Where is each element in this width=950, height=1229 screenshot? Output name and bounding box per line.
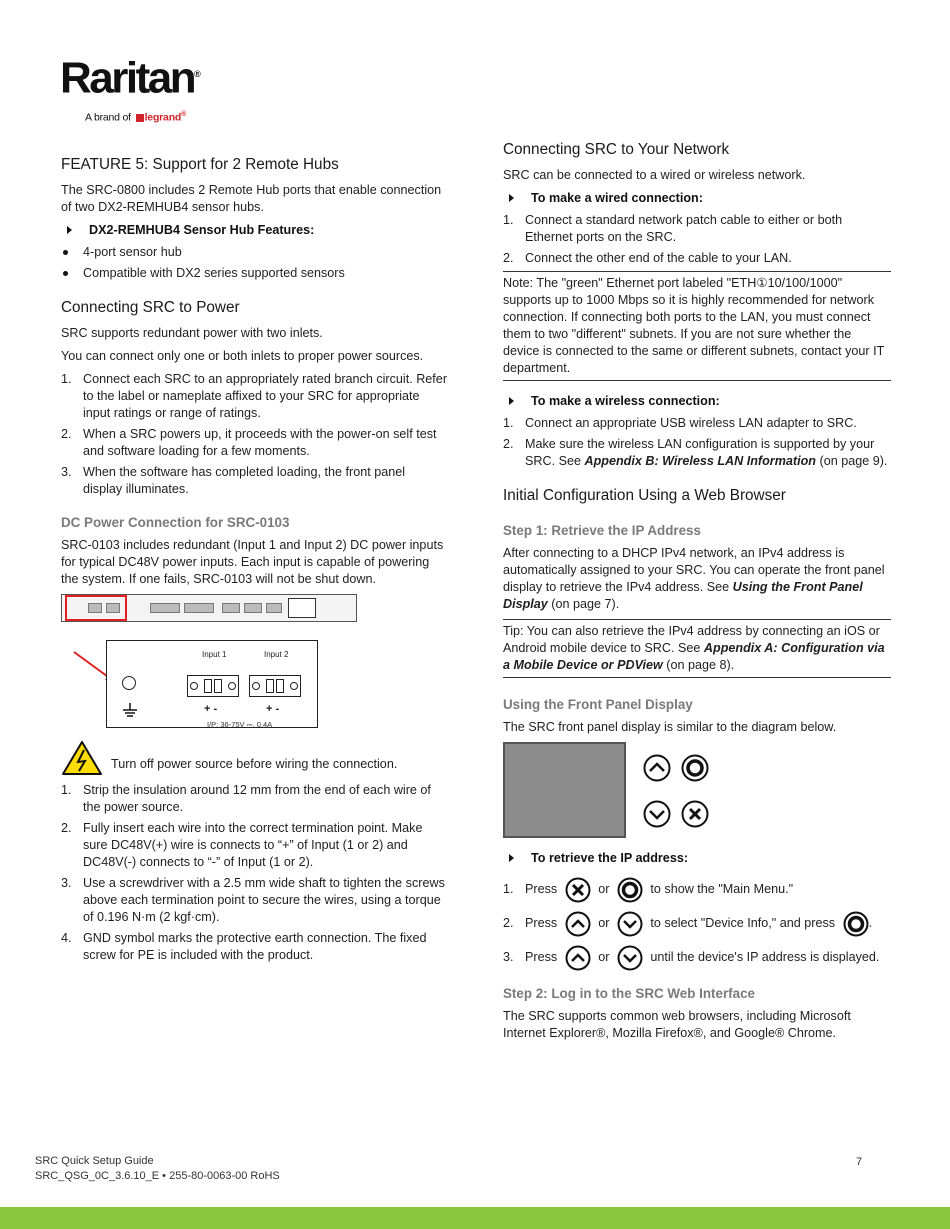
enter-button-icon [681,754,709,782]
cancel-button-icon [681,800,709,828]
power-title: Connecting SRC to Power [61,299,240,316]
terminal-block-1 [187,675,239,697]
power-paragraph-2: You can connect only one or both inlets to proper power sources. [61,349,424,363]
logo-reg: ® [194,69,201,79]
raritan-logo [60,52,210,122]
appendix-b-link[interactable]: Appendix B: Wireless LAN Information [584,454,816,468]
step1-body: After connecting to a DHCP IPv4 network, an IPv4 address is automatically assigned to your SRC. You can operate the front panel display to retrieve the IPv4 address. See Using the Front Panel Display (on page 7). [503,546,885,611]
panel-screen [503,742,626,838]
front-panel-link[interactable]: Using the Front Panel Display [503,580,863,611]
hub-heading: DX2-REMHUB4 Sensor Hub Features: [61,222,447,239]
wireless-steps [503,415,891,470]
logo-brand-reg: ® [181,111,187,118]
network-body: SRC can be connected to a wired or wireless network. [503,168,806,182]
fpd-body: The SRC front panel display is similar to the diagram below. [503,720,837,734]
diagram-rating: I/P: 36-75V ⎓, 0.4A [207,720,273,729]
dc-title: DC Power Connection for SRC-0103 [61,515,290,530]
logo-brand-name: legrand [144,111,182,124]
wiring-steps [61,782,447,964]
up-button-icon [643,754,671,782]
power-steps [61,371,447,498]
down-icon [617,911,643,937]
logo-brand-line [85,106,186,127]
list-item: 4-port sensor hub [61,244,447,261]
dc-input-diagram [106,640,318,728]
network-note: Note: The "green" Ethernet port labeled "ETH①10/100/1000" supports up to 1000 Mbps so it is highly recommended for network connection. If connecting both ports to the LAN, you must connect them to two "different" subnets. If you are not sure whether the device is connected to the same or different subnets, contact your IT department. [503,271,891,381]
step2-body: The SRC supports common web browsers, including Microsoft Internet Explorer®, Mozilla Firefox®, and Google® Chrome. [503,1009,851,1040]
polarity-label-2: + - [266,703,280,715]
warning-row [61,740,447,776]
footer [35,1154,280,1184]
terminal-block-2 [249,675,301,697]
wired-heading: To make a wired connection: [503,190,891,207]
fpd-title: Using the Front Panel Display [503,697,693,712]
list-item: 1. Strip the insulation around 12 mm from the end of each wire of the power source. [61,783,431,814]
retrieve-step-3: 3. Press or until the device's IP address is displayed. [503,943,891,971]
tip-note: Tip: You can also retrieve the IPv4 address by connecting an iOS or Android mobile device to SRC. See Appendix A: Configuration via a Mobile Device or PDView (on page 8). [503,619,891,678]
init-config-title: Initial Configuration Using a Web Browser [503,487,786,504]
list-item: 2. Fully insert each wire into the correct termination point. Make sure DC48V(+) wire is connects to “+” of Input (1 or 2) and DC48V(-) connects to “-” of Input (1 or 2). [61,821,423,869]
device-front-panel-image [61,594,357,622]
list-item: 2. Make sure the wireless LAN configuration is supported by your SRC. See Appendix B: Wireless LAN Information (on page 9). [503,437,888,468]
right-column [503,140,891,1048]
diagram-input2-label: Input 2 [264,650,289,659]
appendix-a-link[interactable]: Appendix A: Configuration via a Mobile Device or PDView [503,641,885,672]
retrieve-heading: To retrieve the IP address: [503,850,891,867]
diagram-input1-label: Input 1 [202,650,227,659]
cancel-icon [565,877,591,903]
front-panel-diagram [503,742,891,842]
up-icon [565,911,591,937]
up-icon [565,945,591,971]
step2-title: Step 2: Log in to the SRC Web Interface [503,986,755,1001]
ground-icon [122,703,138,719]
network-title: Connecting SRC to Your Network [503,141,730,158]
footer-title: SRC Quick Setup Guide [35,1155,154,1167]
wired-steps [503,212,891,267]
footer-doc-id: SRC_QSG_0C_3.6.10_E • 255-80-0063-00 RoHS [35,1170,280,1182]
retrieve-step-1: 1. Press or to show the "Main Menu." [503,875,891,903]
list-item: 1. Connect an appropriate USB wireless LAN adapter to SRC. [503,416,857,430]
retrieve-step-2: 2. Press or to select "Device Info," and press . [503,909,891,937]
list-item: Compatible with DX2 series supported sensors [61,265,447,282]
list-item: 1. Connect each SRC to an appropriately rated branch circuit. Refer to the label or nameplate affixed to your SRC for appropriate input ratings or range of ratings. [61,372,448,420]
enter-icon [843,911,869,937]
dc-body: SRC-0103 includes redundant (Input 1 and Input 2) DC power inputs for typical DC48V power inputs. Each input is capable of powering the system. If one fails, SRC-0103 will not be shut down. [61,538,444,586]
list-item: 4. GND symbol marks the protective earth connection. The fixed screw for PE is included with the product. [61,931,427,962]
logo-brand-prefix: A brand of [85,111,131,124]
down-icon [617,945,643,971]
hub-feature-list [61,244,447,282]
polarity-label-1: + - [204,703,218,715]
list-item: 2. Connect the other end of the cable to your LAN. [503,251,792,265]
step1-title: Step 1: Retrieve the IP Address [503,523,701,538]
feature-title: FEATURE 5: Support for 2 Remote Hubs [61,156,339,173]
footer-green-bar [0,1207,950,1229]
feature-body: The SRC-0800 includes 2 Remote Hub ports that enable connection of two DX2-REMHUB4 sensor hubs. [61,183,442,214]
screw-hole-icon [122,676,136,690]
list-item: 3. Use a screwdriver with a 2.5 mm wide shaft to tighten the screws above each termination point to secure the wires, using a torque of 0.196 N·m (2 kgf·cm). [61,876,445,924]
list-item: 3. When the software has completed loading, the front panel display illuminates. [61,465,406,496]
legrand-mark-icon [136,114,144,122]
warning-text: Turn off power source before wiring the connection. [111,757,398,771]
electric-warning-icon [61,740,103,776]
power-paragraph-1: SRC supports redundant power with two inlets. [61,326,323,340]
left-column [61,155,447,972]
list-item: 1. Connect a standard network patch cable to either or both Ethernet ports on the SRC. [503,213,843,244]
page-number: 7 [856,1156,863,1168]
logo-word: Raritan [60,53,195,103]
list-item: 2. When a SRC powers up, it proceeds with the power-on self test and software loading for a few moments. [61,427,437,458]
enter-icon [617,877,643,903]
wireless-heading: To make a wireless connection: [503,393,891,410]
circled-one-icon: ① [756,276,768,290]
down-button-icon [643,800,671,828]
